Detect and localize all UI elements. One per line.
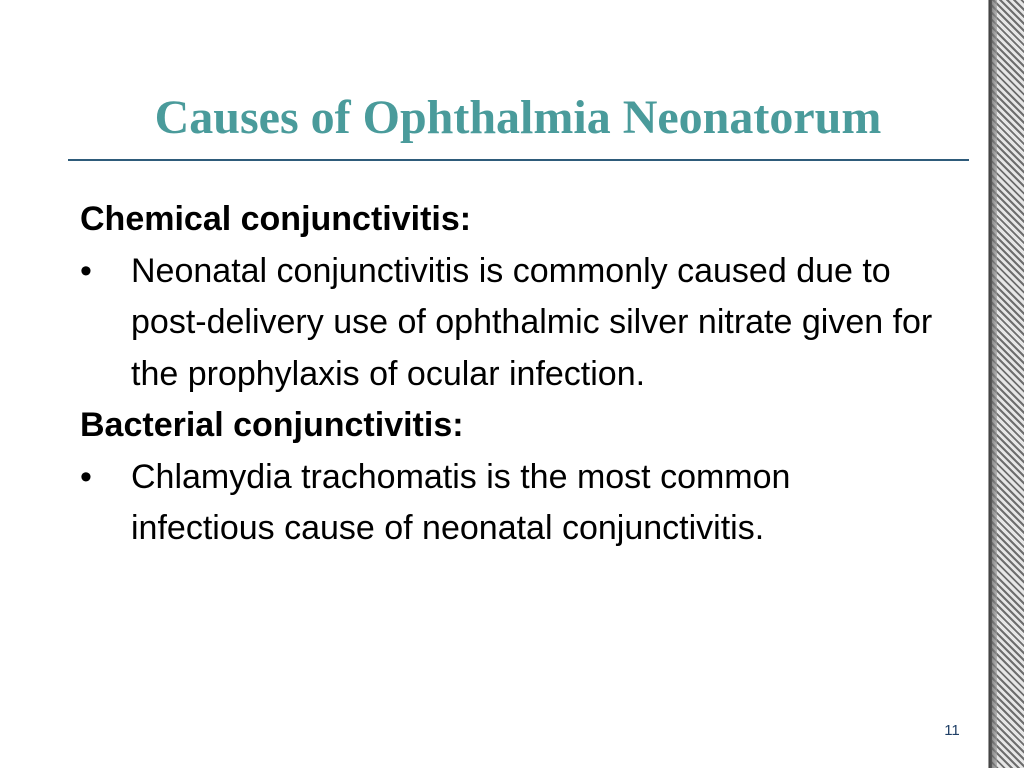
- title-divider: [68, 159, 969, 161]
- slide-content: [80, 194, 940, 555]
- bullet-icon: •: [80, 251, 92, 290]
- bullet-text: Neonatal conjunctivitis is commonly caused due to post-delivery use of ophthalmic silver nitrate given for the prophylaxis of ocular infection.: [131, 251, 933, 393]
- bullet-item: [80, 452, 940, 555]
- bullet-item: [80, 246, 940, 401]
- section-heading-chemical: Chemical conjunctivitis:: [80, 200, 472, 238]
- decorative-side-border: [988, 0, 1024, 768]
- bullet-text: Chlamydia trachomatis is the most common infectious cause of neonatal conjunctivitis.: [131, 457, 791, 547]
- page-number: 11: [944, 722, 960, 739]
- slide-title: Causes of Ophthalmia Neonatorum: [154, 91, 882, 144]
- section-heading-bacterial: Bacterial conjunctivitis:: [80, 406, 464, 444]
- side-border-shade: [989, 0, 997, 768]
- bullet-icon: •: [80, 457, 92, 496]
